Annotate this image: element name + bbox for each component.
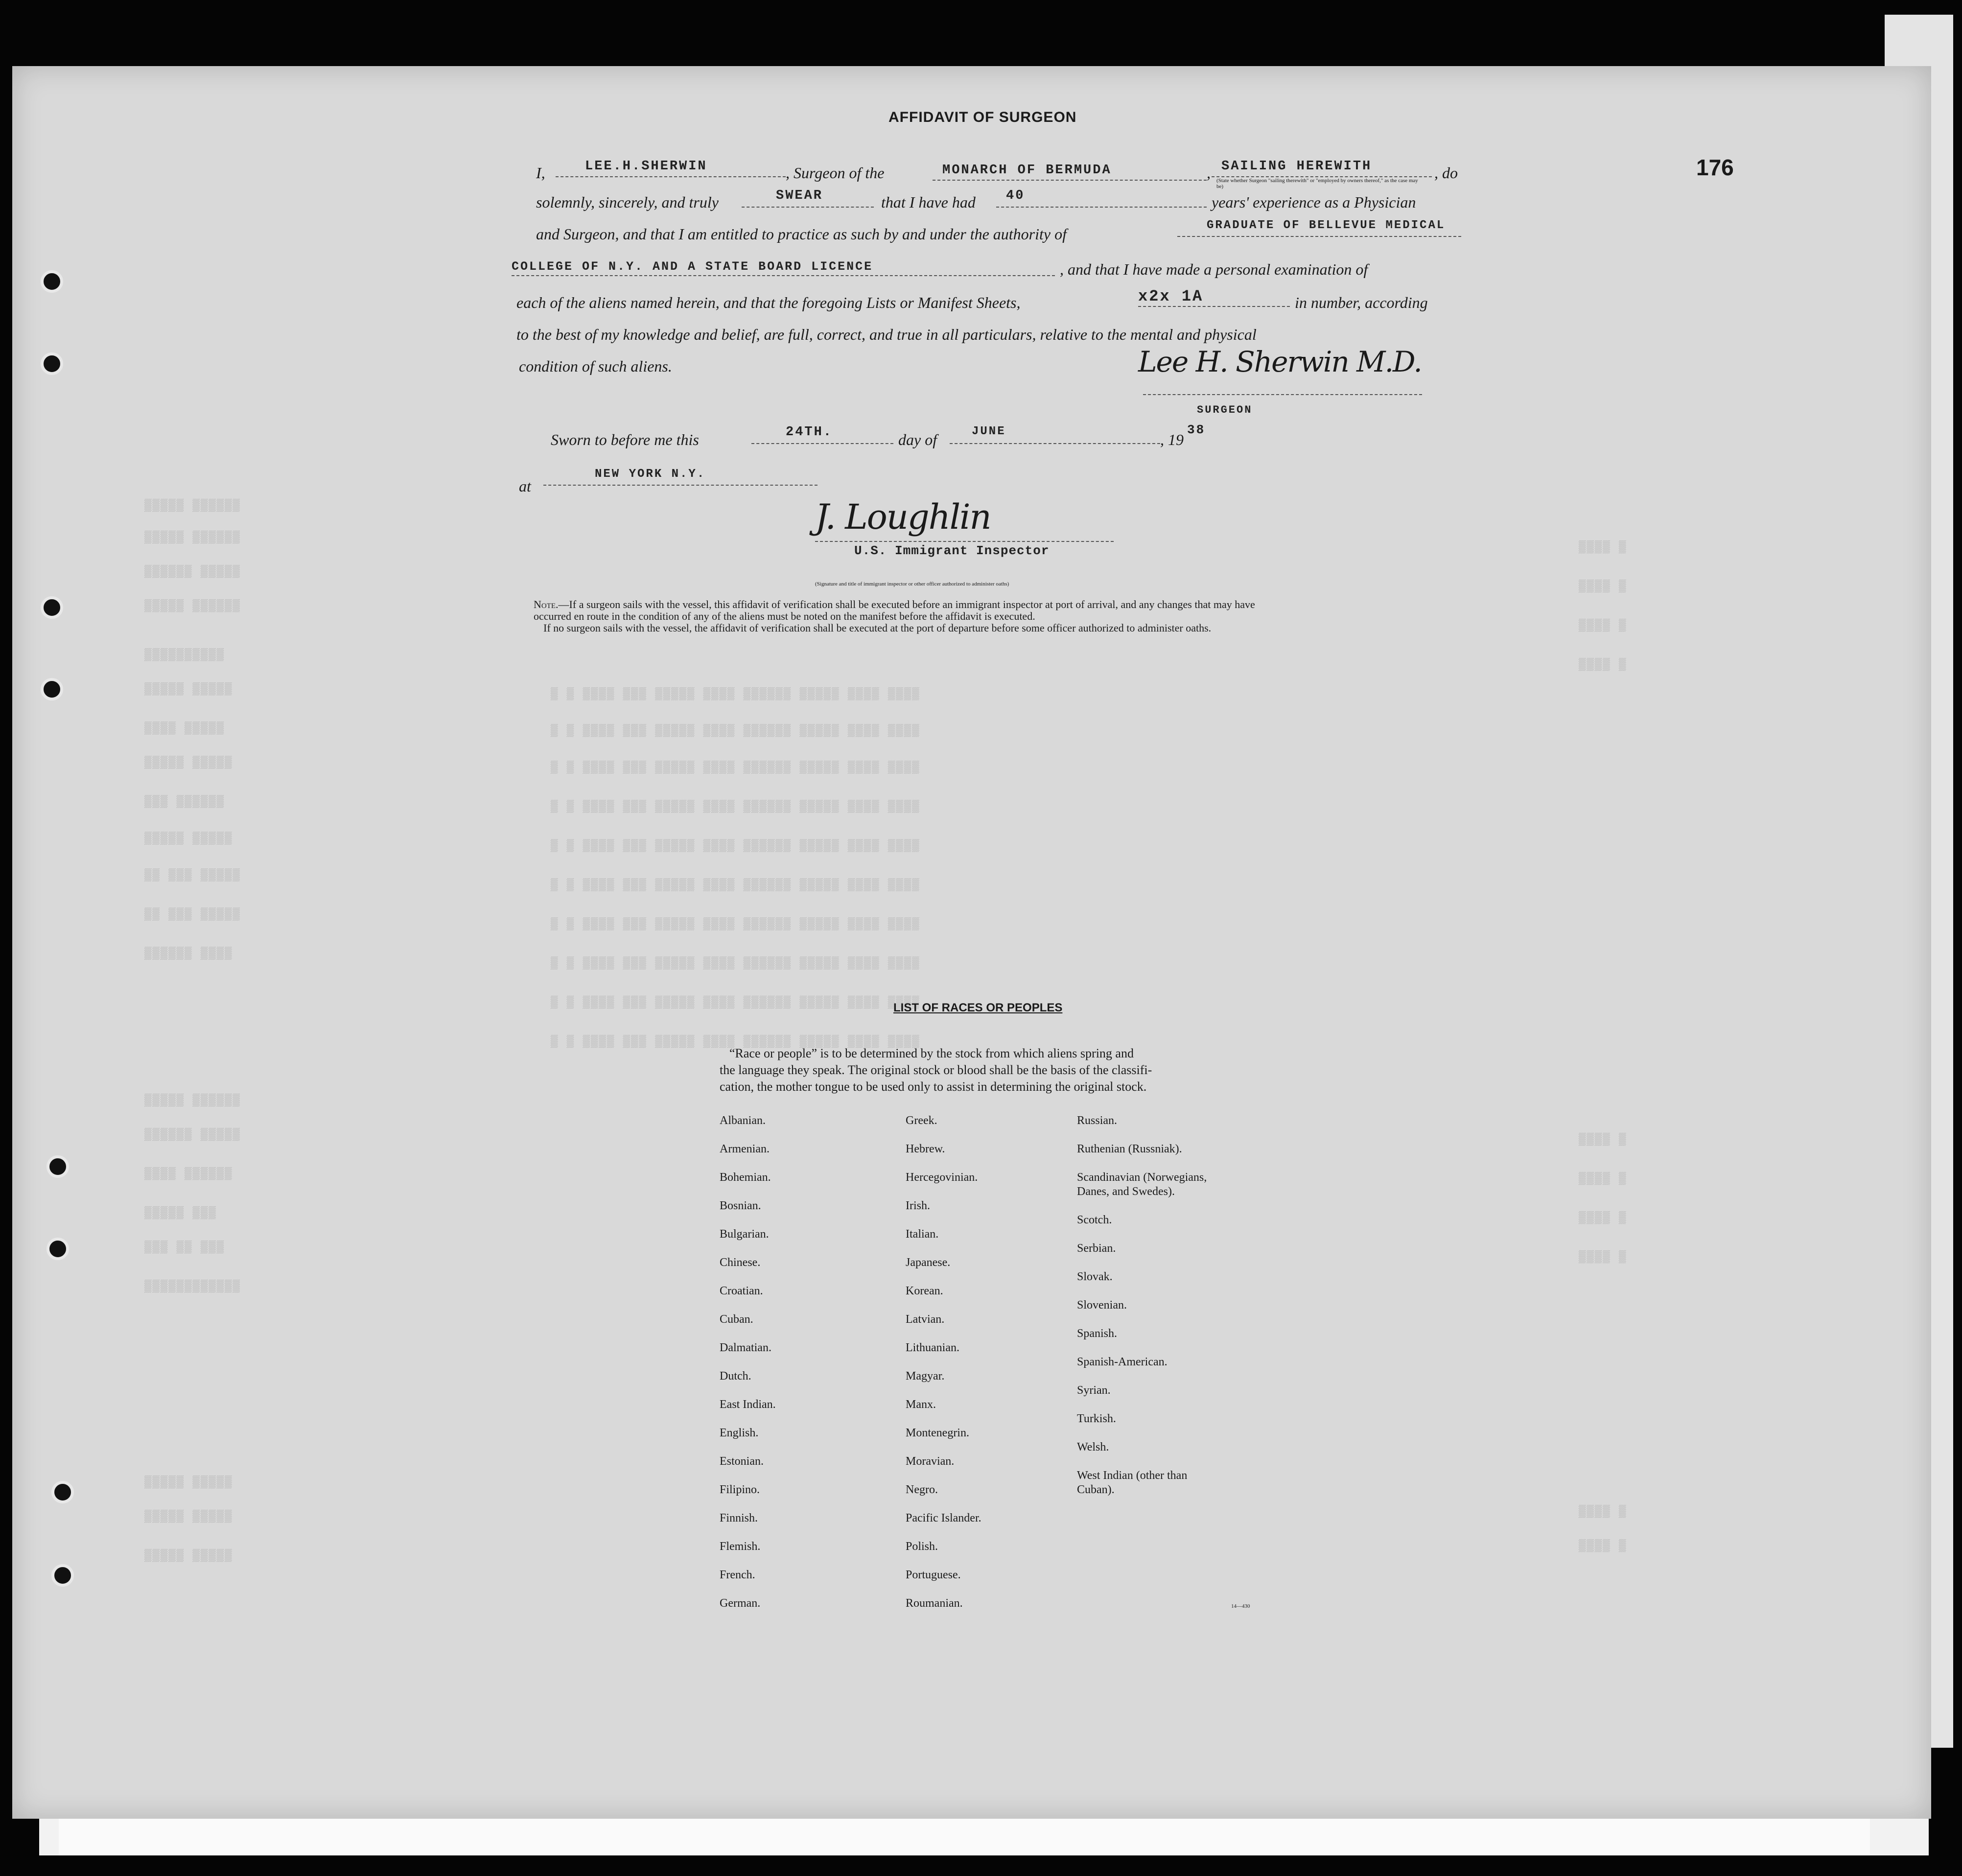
- race-entry: Roumanian.: [906, 1597, 963, 1610]
- race-entry: Greek.: [906, 1114, 937, 1127]
- place-underline: [543, 485, 818, 486]
- race-entry: Japanese.: [906, 1256, 951, 1269]
- authority-2: COLLEGE OF N.Y. AND A STATE BOARD LICENCE: [512, 259, 873, 274]
- race-entry: Bulgarian.: [720, 1228, 769, 1241]
- place: NEW YORK N.Y.: [595, 468, 706, 481]
- race-entry: Lithuanian.: [906, 1341, 959, 1354]
- oath-word: SWEAR: [776, 188, 823, 203]
- authority-underline: [1177, 236, 1461, 237]
- authority-intro: and Surgeon, and that I am entitled to practice as such by and under the authority of: [536, 225, 1067, 243]
- races-intro-2: the language they speak. The original stock or blood shall be the basis of the classifi-: [720, 1063, 1152, 1077]
- races-column-3: [1077, 1114, 1283, 1511]
- sheets-underline: [1138, 306, 1290, 307]
- page-number: 176: [1696, 155, 1734, 180]
- surgeon-signature: Lee H. Sherwin M.D.: [1138, 345, 1422, 378]
- sworn-day: 24TH.: [786, 425, 833, 440]
- oath-underline: [742, 207, 874, 208]
- had-label: that I have had: [881, 193, 976, 211]
- race-entry: Manx.: [906, 1398, 936, 1411]
- sheets-label: in number, according: [1295, 294, 1428, 311]
- race-entry: Bosnian.: [720, 1199, 761, 1212]
- affidavit-note: [534, 599, 1473, 634]
- inspector-line: [815, 541, 1114, 542]
- race-entry: Slovenian.: [1077, 1299, 1127, 1312]
- note-line-2: occurred en route in the condition of any of the aliens must be noted on the manifest before the affidavit is executed.: [534, 610, 1035, 622]
- years-underline: [996, 207, 1207, 208]
- binder-hole: [41, 352, 63, 375]
- binder-hole: [41, 596, 63, 619]
- races-intro-1: “Race or people” is to be determined by the stock from which aliens spring and: [729, 1046, 1134, 1060]
- sailing-status: SAILING HEREWITH: [1221, 159, 1372, 174]
- race-entry: Hebrew.: [906, 1143, 945, 1155]
- inspector-title: U.S. Immigrant Inspector: [854, 543, 1050, 558]
- race-entry: Montenegrin.: [906, 1427, 969, 1439]
- races-intro: [720, 1045, 1278, 1095]
- year-suffix: 38: [1187, 422, 1206, 437]
- race-entry: Chinese.: [720, 1256, 761, 1269]
- races-intro-3: cation, the mother tongue to be used only to assist in determining the original stock.: [720, 1079, 1147, 1094]
- race-entry: Negro.: [906, 1483, 938, 1496]
- race-entry: Russian.: [1077, 1114, 1118, 1127]
- race-entry: Irish.: [906, 1199, 930, 1212]
- race-entry: Dutch.: [720, 1370, 751, 1383]
- binder-hole: [41, 270, 63, 293]
- examination-label: , and that I have made a personal examination of: [1060, 260, 1368, 278]
- knowledge-line: to the best of my knowledge and belief, are full, correct, and true in all particulars, relative to the mental and physical: [516, 326, 1257, 343]
- race-entry: Ruthenian (Russniak).: [1077, 1143, 1182, 1155]
- race-entry: Cuban.: [720, 1313, 753, 1326]
- signature-line: [1143, 394, 1422, 395]
- binder-hole: [47, 1155, 69, 1178]
- races-column-2: [906, 1114, 1062, 1625]
- race-entry: Hercegovinian.: [906, 1171, 978, 1184]
- binder-hole: [41, 678, 63, 701]
- race-entry: Flemish.: [720, 1540, 761, 1553]
- race-entry: Armenian.: [720, 1143, 770, 1155]
- race-entry: Italian.: [906, 1228, 939, 1241]
- oath-intro: solemnly, sincerely, and truly: [536, 193, 719, 211]
- note-line-1: —If a surgeon sails with the vessel, this affidavit of verification shall be executed before an immigrant inspector at port of arrival, and any changes that may have: [558, 598, 1255, 610]
- day-underline: [751, 443, 893, 444]
- inspector-caption: (Signature and title of immigrant inspector or other officer authorized to administer oaths): [815, 581, 1009, 587]
- years-value: 40: [1006, 188, 1025, 203]
- binder-hole: [51, 1564, 74, 1587]
- affidavit-title: AFFIDAVIT OF SURGEON: [888, 109, 1077, 125]
- note-label: Note.: [534, 598, 559, 610]
- race-entry: East Indian.: [720, 1398, 776, 1411]
- race-entry: Serbian.: [1077, 1242, 1116, 1255]
- authority-underline-2: [512, 275, 1055, 276]
- name-underline: [556, 176, 786, 177]
- race-entry: Scotch.: [1077, 1214, 1112, 1226]
- race-entry: Albanian.: [720, 1114, 766, 1127]
- ship-name: MONARCH OF BERMUDA: [942, 163, 1112, 178]
- race-entry: English.: [720, 1427, 759, 1439]
- race-entry: Spanish.: [1077, 1327, 1118, 1340]
- sworn-label: Sworn to before me this: [551, 431, 699, 448]
- race-entry: French.: [720, 1569, 755, 1581]
- race-entry: Moravian.: [906, 1455, 955, 1468]
- race-entry: Turkish.: [1077, 1412, 1116, 1425]
- do-label: , do: [1434, 164, 1458, 182]
- race-entry: Syrian.: [1077, 1384, 1111, 1397]
- sheets-count: x2x 1A: [1138, 287, 1204, 305]
- race-entry: Magyar.: [906, 1370, 945, 1383]
- note-line-3: If no surgeon sails with the vessel, the affidavit of verification shall be executed at the port of departure before some officer authorized to administer oaths.: [543, 622, 1212, 634]
- inspector-signature: J. Loughlin: [815, 497, 991, 537]
- sailing-underline: [1212, 176, 1432, 177]
- race-entry: Dalmatian.: [720, 1341, 771, 1354]
- race-entry: Danes, and Swedes).: [1077, 1185, 1175, 1198]
- sailing-note: (State whether Surgeon "sailing therewith" or "employed by owners thereof," as the case may be): [1216, 178, 1418, 189]
- signer-title: SURGEON: [1197, 404, 1253, 416]
- year-prefix: , 19: [1160, 431, 1184, 448]
- authority-1: GRADUATE OF BELLEVUE MEDICAL: [1207, 219, 1446, 232]
- races-column-1: [720, 1114, 876, 1625]
- at-label: at: [519, 477, 531, 495]
- race-entry: Korean.: [906, 1285, 943, 1297]
- race-entry: Estonian.: [720, 1455, 764, 1468]
- race-entry: Pacific Islander.: [906, 1512, 981, 1524]
- binder-hole: [51, 1481, 74, 1503]
- ship-underline: [933, 180, 1207, 181]
- sheets-intro: each of the aliens named herein, and that the foregoing Lists or Manifest Sheets,: [516, 294, 1021, 311]
- race-entry: Latvian.: [906, 1313, 945, 1326]
- race-entry: Bohemian.: [720, 1171, 771, 1184]
- years-label: years' experience as a Physician: [1212, 193, 1416, 211]
- race-entry: Croatian.: [720, 1285, 763, 1297]
- affidavit-sheet: ▒▒▒▒▒ ▒▒▒▒▒▒ ▒▒▒▒▒ ▒▒▒▒▒▒ ▒▒▒▒▒▒ ▒▒▒▒▒ ▒▒▒▒▒ ▒▒▒▒▒▒ ▒▒▒▒▒▒▒▒▒▒ ▒▒▒▒▒ ▒▒▒▒▒ ▒▒▒▒ ▒▒▒▒▒ ▒▒▒▒▒ ▒▒▒▒▒ ▒▒▒ ▒▒▒▒▒▒ ▒▒▒▒▒ ▒▒▒▒▒ ▒▒ ▒▒▒ ▒▒▒▒▒ ▒▒ ▒▒▒ ▒▒▒▒▒ ▒▒▒▒▒▒ ▒▒▒▒ ▒▒▒▒▒ ▒▒▒▒▒▒ ▒▒▒▒▒▒ ▒▒▒▒▒ ▒▒▒▒ ▒▒▒▒▒▒ ▒▒▒▒▒ ▒▒▒ ▒▒▒ ▒▒ ▒▒▒ ▒▒▒▒▒▒▒▒▒▒▒▒ ▒▒▒▒▒ ▒▒▒▒▒ ▒▒▒▒▒ ▒▒▒▒▒ ▒▒▒▒▒ ▒▒▒▒▒ ▒ ▒ ▒▒▒▒ ▒▒▒ ▒▒▒▒▒ ▒▒▒▒ ▒▒▒▒▒▒ ▒▒▒▒▒ ▒▒▒▒ ▒▒▒▒ ▒ ▒ ▒▒▒▒ ▒▒▒ ▒▒▒▒▒ ▒▒▒▒ ▒▒▒▒▒▒ ▒▒▒▒▒ ▒▒▒▒ ▒▒▒▒ ▒ ▒ ▒▒▒▒ ▒▒▒ ▒▒▒▒▒ ▒▒▒▒ ▒▒▒▒▒▒ ▒▒▒▒▒ ▒▒▒▒ ▒▒▒▒ ▒ ▒ ▒▒▒▒ ▒▒▒ ▒▒▒▒▒ ▒▒▒▒ ▒▒▒▒▒▒ ▒▒▒▒▒ ▒▒▒▒ ▒▒▒▒ ▒ ▒ ▒▒▒▒ ▒▒▒ ▒▒▒▒▒ ▒▒▒▒ ▒▒▒▒▒▒ ▒▒▒▒▒ ▒▒▒▒ ▒▒▒▒ ▒ ▒ ▒▒▒▒ ▒▒▒ ▒▒▒▒▒ ▒▒▒▒ ▒▒▒▒▒▒ ▒▒▒▒▒ ▒▒▒▒ ▒▒▒▒ ▒ ▒ ▒▒▒▒ ▒▒▒ ▒▒▒▒▒ ▒▒▒▒ ▒▒▒▒▒▒ ▒▒▒▒▒ ▒▒▒▒ ▒▒▒▒ ▒ ▒ ▒▒▒▒ ▒▒▒ ▒▒▒▒▒ ▒▒▒▒ ▒▒▒▒▒▒ ▒▒▒▒▒ ▒▒▒▒ ▒▒▒▒ ▒ ▒ ▒▒▒▒ ▒▒▒ ▒▒▒▒▒ ▒▒▒▒ ▒▒▒▒▒▒ ▒▒▒▒▒ ▒▒▒▒ ▒▒▒▒ ▒ ▒ ▒▒▒▒ ▒▒▒ ▒▒▒▒▒ ▒▒▒▒ ▒▒▒▒▒▒ ▒▒▒▒▒ ▒▒▒▒ ▒▒▒▒ ▒▒▒▒ ▒ ▒▒▒▒ ▒ ▒▒▒▒ ▒ ▒▒▒▒ ▒ ▒▒▒▒ ▒ ▒▒▒▒ ▒ ▒▒▒▒ ▒ ▒▒▒▒ ▒ ▒▒▒▒ ▒ ▒▒▒▒ ▒ 176 AFFIDAVIT OF SURGEON I, LEE.H.SHERWIN , Surgeon of the MONARCH OF BERMUDA , SAILING HEREWITH , do (State whether Surgeon "sailing therewith" or "employed by owners thereof," as the case may be) solemnly, sincerely, and truly SWEAR that I have had 40 years' experience as a Physician and Surgeon, and that I am entitled to practice as such by and under the authority of GRADUATE OF BELLEVUE MEDICAL COLLEGE OF N.Y. AND A STATE BOARD LICENCE , and that I have made a personal examination of each of the aliens named herein, and that the foregoing Lists or Manifest Sheets, x2x 1A in number, according to the best of my knowledge and belief, are full, correct, and true in all particulars, relative to the mental and physical condition of such aliens. Lee H. Sherwin M.D. SURGEON Sworn to before me this 24TH. day of JUNE , 19 38 at NEW YORK N.Y. J. Loughlin U.S. Immigrant Inspector (Signature and title of immigrant inspector or other officer authorized to administer oaths) Note.—If a surgeon sails with the vessel, this affidavit of verification shall be executed before an immigrant inspector at port of arrival, and any changes that may have occurred en route in the condition of any of the aliens must be noted on the manifest before the affidavit is executed. If no surgeon sails with the vessel, the affidavit of verification shall be executed at the port of departure before some officer authorized to administer oaths. LIST OF RACES OR PEOPLES “Race or people” is to be determined by the stock from which aliens spring and the language they speak. The original stock or blood shall be the basis of the classifi- cation, the mother tongue to be used only to assist in determining the original stock. Albanian. Armenian. Bohemian. Bosnian. Bulgarian. Chinese. Croatian. Cuban. Dalmatian. Dutch. East Indian. English. Estonian. Filipino. Finnish. Flemish. French. German. Greek. Hebrew. Hercegovinian. Irish. Italian. Japanese. Korean. Latvian. Lithuanian. Magyar. Manx. Montenegrin. Moravian. Negro. Pacific Islander. Polish. Portuguese. Roumanian. Russian. Ruthenian (Russniak). Scandinavian (Norwegians, Danes, and Swedes). Scotch. Serbian. Slovak. Slovenian. Spanish. Spanish-American. Syrian. Turkish. Welsh. West Indian (other than Cuban). 14—430: [12, 66, 1931, 1819]
- i-label: I,: [536, 164, 545, 182]
- race-entry: Scandinavian (Norwegians,: [1077, 1171, 1207, 1184]
- race-entry: German.: [720, 1597, 761, 1610]
- race-entry: Slovak.: [1077, 1270, 1113, 1283]
- race-entry: West Indian (other than: [1077, 1469, 1188, 1482]
- form-number: 14—430: [1231, 1603, 1250, 1609]
- race-entry: Finnish.: [720, 1512, 758, 1524]
- race-entry: Filipino.: [720, 1483, 760, 1496]
- race-entry: Portuguese.: [906, 1569, 961, 1581]
- race-entry: Cuban).: [1077, 1483, 1115, 1496]
- surgeon-of-label: , Surgeon of the: [786, 164, 885, 182]
- race-entry: Welsh.: [1077, 1441, 1109, 1454]
- month-underline: [950, 443, 1160, 444]
- sworn-month: JUNE: [972, 425, 1006, 438]
- surgeon-name: LEE.H.SHERWIN: [585, 159, 707, 174]
- races-title: LIST OF RACES OR PEOPLES: [893, 1001, 1063, 1014]
- binder-hole: [47, 1238, 69, 1260]
- day-of-label: day of: [898, 431, 937, 448]
- race-entry: Spanish-American.: [1077, 1356, 1168, 1368]
- race-entry: Polish.: [906, 1540, 938, 1553]
- condition-line: condition of such aliens.: [519, 357, 672, 375]
